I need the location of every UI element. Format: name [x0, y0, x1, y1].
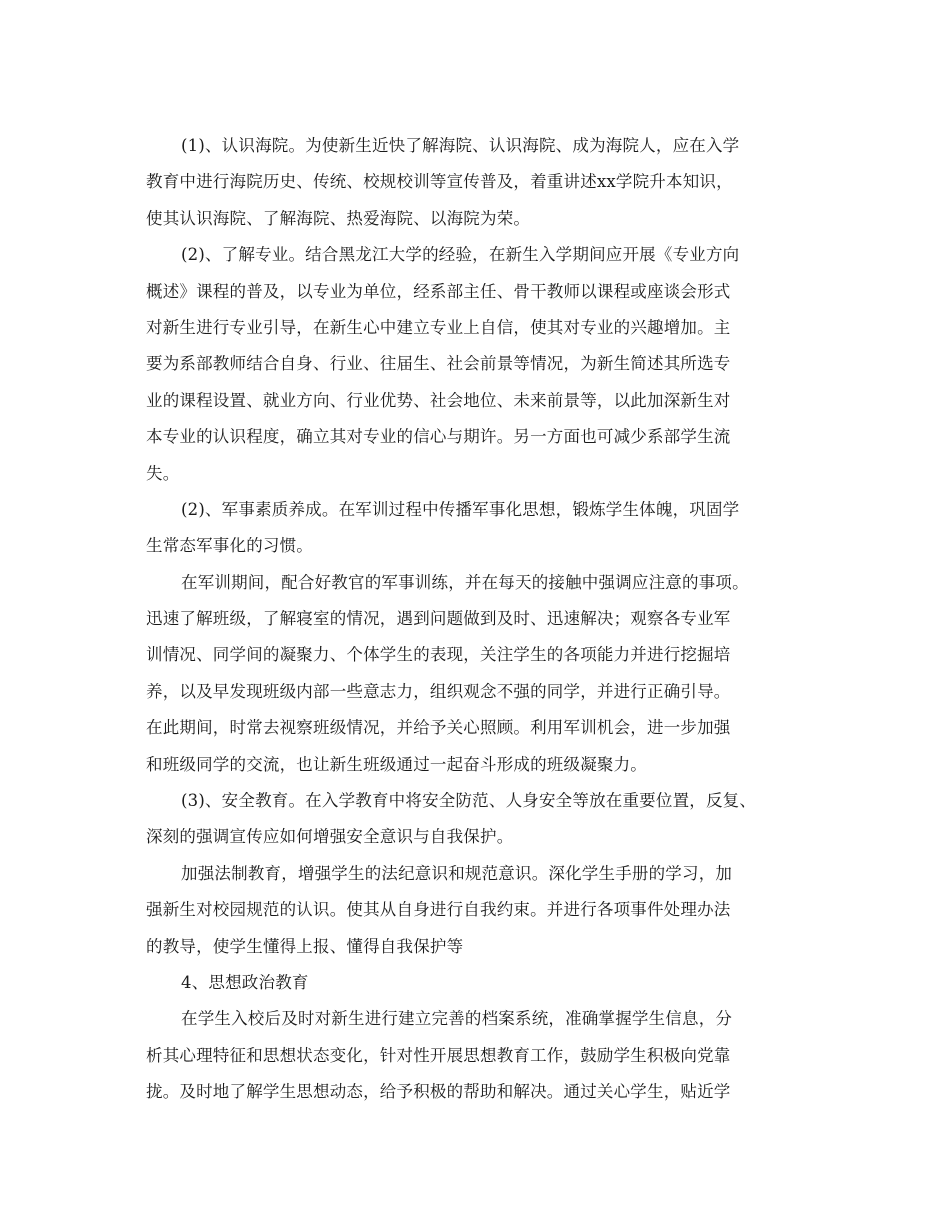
paragraph-line: 概述》课程的普及，以专业为单位，经系部主任、骨干教师以课程或座谈会形式 [146, 281, 731, 301]
paragraph-line: 训情况、同学间的凝聚力、个体学生的表现，关注学生的各项能力并进行挖掘培 [146, 645, 731, 665]
paragraph-line: 强新生对校园规范的认识。使其从自身进行自我约束。并进行各项事件处理办法 [146, 900, 731, 920]
paragraph-line: 教育中进行海院历史、传统、校规校训等宣传普及，着重讲述xx学院升本知识， [146, 172, 733, 192]
paragraph-line: 对新生进行专业引导，在新生心中建立专业上自信，使其对专业的兴趣增加。主 [146, 317, 731, 337]
paragraph-line: 业的课程设置、就业方向、行业优势、社会地位、未来前景等，以此加深新生对 [146, 390, 731, 410]
paragraph-line: 迅速了解班级，了解寝室的情况，遇到问题做到及时、迅速解决；观察各专业军 [146, 609, 731, 629]
paragraph-line: 养，以及早发现班级内部一些意志力，组织观念不强的同学，并进行正确引导。 [146, 681, 731, 701]
paragraph-line: 在此期间，时常去视察班级情况，并给予关心照顾。利用军训机会，进一步加强 [146, 718, 731, 738]
paragraph-line: 析其心理特征和思想状态变化，针对性开展思想教育工作，鼓励学生积极向党靠 [146, 1045, 731, 1065]
paragraph-first-line: 4、思想政治教育 [181, 972, 309, 992]
paragraph-first-line: (2)、军事素质养成。在军训过程中传播军事化思想，锻炼学生体魄，巩固学 [181, 499, 740, 519]
paragraph-first-line: 在学生入校后及时对新生进行建立完善的档案系统，准确掌握学生信息，分 [181, 1009, 733, 1029]
paragraph-line: 和班级同学的交流，也让新生班级通过一起奋斗形成的班级凝聚力。 [146, 754, 647, 774]
paragraph-line: 的教导，使学生懂得上报、懂得自我保护等 [146, 936, 464, 956]
paragraph-first-line: (3)、安全教育。在入学教育中将安全防范、人身安全等放在重要位置，反复、 [181, 791, 757, 811]
paragraph-first-line: (2)、了解专业。结合黑龙江大学的经验，在新生入学期间应开展《专业方向 [181, 245, 740, 265]
paragraph-line: 本专业的认识程度，确立其对专业的信心与期许。另一方面也可减少系部学生流 [146, 427, 731, 447]
paragraph-first-line: 加强法制教育，增强学生的法纪意识和规范意识。深化学生手册的学习，加 [181, 863, 733, 883]
paragraph-first-line: (1)、认识海院。为使新生近快了解海院、认识海院、成为海院人，应在入学 [181, 136, 740, 155]
paragraph-first-line: 在军训期间，配合好教官的军事训练，并在每天的接触中强调应注意的事项。 [181, 572, 749, 592]
paragraph-line: 使其认识海院、了解海院、热爱海院、以海院为荣。 [146, 208, 531, 228]
paragraph-line: 拢。及时地了解学生思想动态，给予积极的帮助和解决。通过关心学生，贴近学 [146, 1082, 731, 1102]
paragraph-line: 失。 [146, 463, 180, 483]
paragraph-line: 深刻的强调宣传应如何增强安全意识与自我保护。 [146, 827, 514, 847]
document-body [146, 128, 816, 1111]
paragraph-line: 生常态军事化的习惯。 [146, 536, 313, 556]
paragraph-line: 要为系部教师结合自身、行业、往届生、社会前景等情况，为新生简述其所选专 [146, 354, 731, 374]
